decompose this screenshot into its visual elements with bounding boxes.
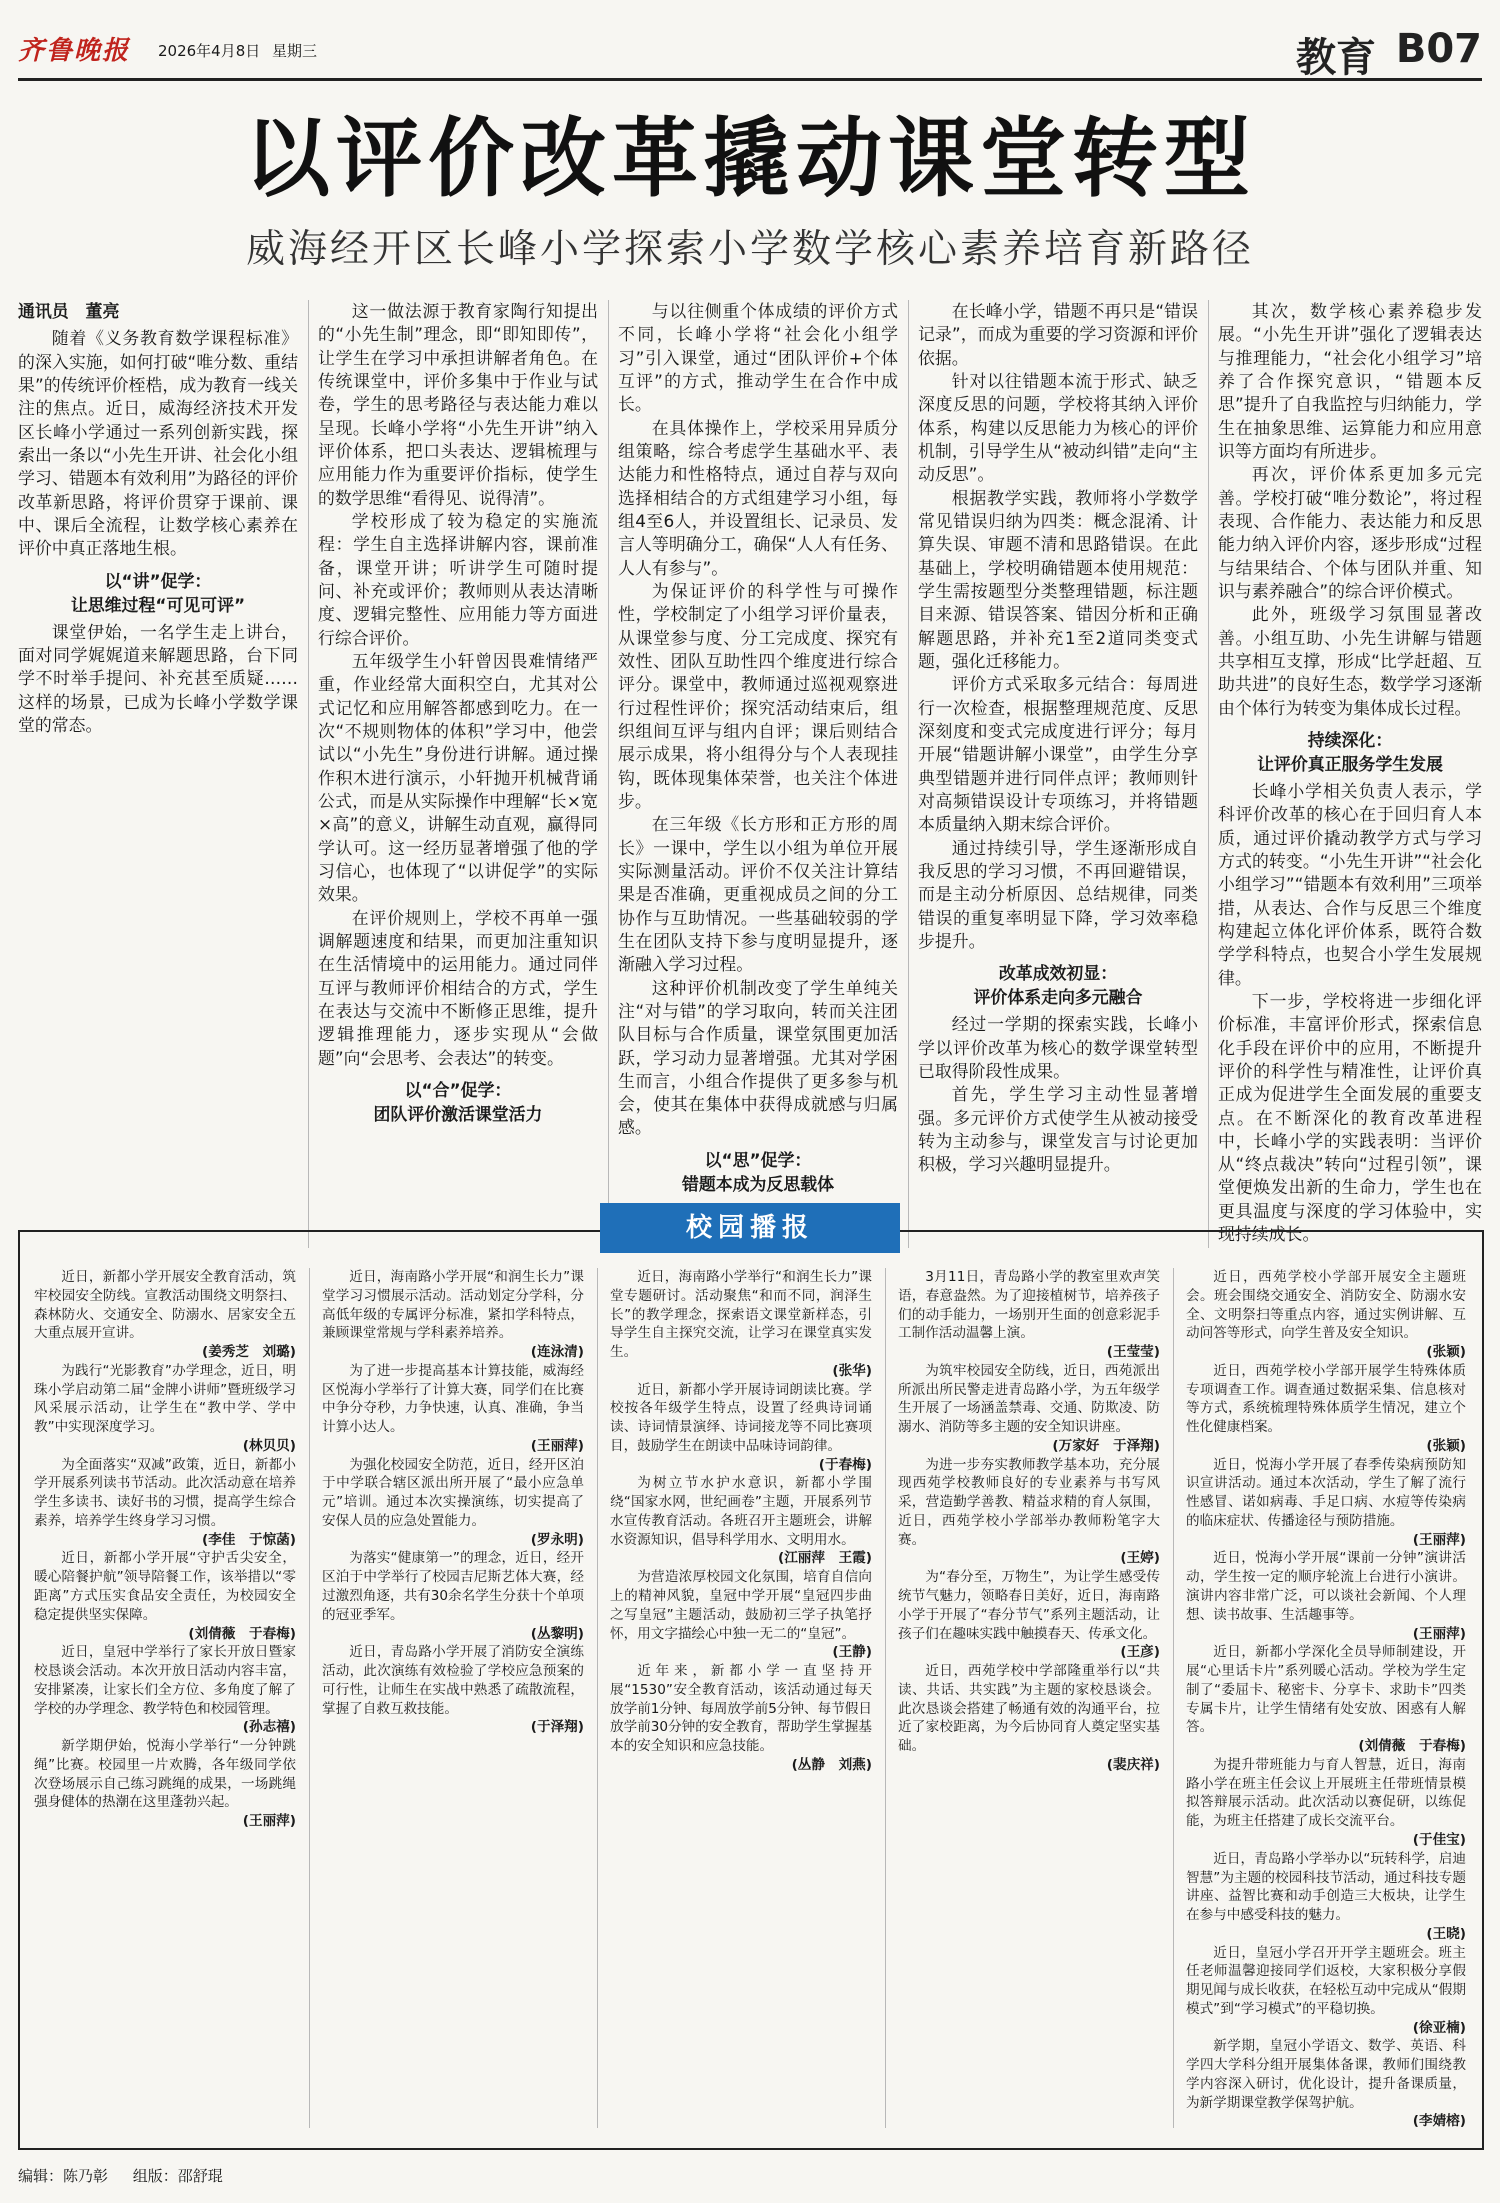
article-paragraph: 这一做法源于教育家陶行知提出的“小先生制”理念，即“即知即传”，让学生在学习中承担讲解者角色。在传统课堂中，评价多集中于作业与试卷，学生的思考路径与表达能力难以呈现。长峰小学将“小先生开讲”纳入评价体系，把口头表达、逻辑梳理与应用能力作为重要评价指标，使学生的数学思维“看得见、说得清”。 (318, 301, 598, 508)
campus-news-author: (王丽萍) (1412, 1531, 1466, 1548)
subheading-line-2: 让评价真正服务学生发展 (1257, 753, 1443, 774)
campus-news-text: 为营造浓厚校园文化氛围，培育自信向上的精神风貌，皇冠中学开展“皇冠四步曲之写皇冠”主题活动，鼓励初三学子执笔抒怀，用文字描绘心中独一无二的“皇冠”。 (610, 1569, 872, 1642)
campus-news-author: (李婧榕) (1412, 2113, 1466, 2130)
campus-column-5 (1186, 1268, 1466, 2131)
campus-news-text: 近日，悦海小学开展“课前一分钟”演讲活动，学生按一定的顺序轮流上台进行小演讲。演讲内容非常广泛，可以谈社会新闻、个人理想、读书故事、生活趣事等。 (1186, 1550, 1466, 1623)
campus-news-text: 近日，新都小学开展安全教育活动，筑牢校园安全防线。宣教活动围绕文明祭扫、森林防火、交通安全、防溺水、居家安全五大重点展开宣讲。 (34, 1269, 296, 1342)
column-divider (885, 1268, 886, 2128)
campus-news-text: 近日，西苑学校小学部开展学生特殊体质专项调查工作。调查通过数据采集、信息核对等方式，系统梳理特殊体质学生情况，建立个性化健康档案。 (1186, 1362, 1466, 1436)
campus-news-author: (王丽萍) (1412, 1625, 1466, 1642)
article-paragraph: 长峰小学相关负责人表示，学科评价改革的核心在于回归育人本质，通过评价撬动教学方式与学习方式的转变。“小先生开讲”“社会化小组学习”“错题本有效利用”三项举措，从表达、合作与反思三个维度构建起立体化评价体系，既符合数学学科特点，也契合小学生发展规律。 (1218, 780, 1482, 988)
layout-credit: 组版：邵舒琨 (132, 2167, 223, 2185)
campus-news-item (34, 1268, 296, 1362)
campus-news-author: (丛黎明) (530, 1625, 584, 1642)
campus-news-text: 近日，新都小学开展“守护舌尖安全，暖心陪餐护航”领导陪餐工作，该举措以“零距离”方式压实食品安全责任，为校园安全稳定提供坚实保障。 (34, 1550, 296, 1623)
campus-news-text: 近日，海南路小学举行“和润生长力”课堂专题研讨。活动聚焦“和而不同，润泽生长”的教学理念，探索语文课堂新样态，引导学生自主探究交流，让学习在课堂真实发生。 (610, 1269, 872, 1361)
article-paragraph: 首先，学生学习主动性显著增强。多元评价方式使学生从被动接受转为主动参与，课堂发言与讨论更加积极，学习兴趣明显提升。 (918, 1084, 1198, 1175)
campus-news-text: 为践行“光影教育”办学理念，近日，明珠小学启动第二届“金牌小讲师”暨班级学习风采展示活动，让学生在“教中学、学中教”中实现深度学习。 (34, 1362, 296, 1436)
article-column-5 (1218, 300, 1482, 1246)
masthead-rule (18, 78, 1482, 81)
campus-column-1 (34, 1268, 296, 1831)
campus-news-author: (裴庆祥) (1106, 1756, 1160, 1773)
campus-news-text: 为树立节水护水意识，新都小学围绕“国家水网，世纪画卷”主题，开展系列节水宣传教育活动。各班召开主题班会，讲解水资源知识，倡导科学用水、文明用水。 (610, 1475, 872, 1548)
article-paragraph: 这种评价机制改变了学生单纯关注“对与错”的学习取向，转而关注团队目标与合作质量，课堂氛围更加活跃，学习动力显著增强。尤其对学困生而言，小组合作提供了更多参与机会，使其在集体中获得成就感与归属感。 (618, 977, 898, 1138)
campus-news-author: (王静) (832, 1644, 872, 1661)
campus-news-item (322, 1268, 584, 1362)
campus-news-text: 近日，新都小学开展诗词朗读比赛。学校按各年级学生特点，设置了经典诗词诵读、诗词情景演绎、诗词接龙等不同比赛项目，鼓励学生在朗读中品味诗词韵律。 (610, 1381, 872, 1454)
newspaper-logo: 齐鲁晚报 (18, 36, 131, 66)
campus-news-author: (罗永明) (530, 1531, 584, 1548)
campus-news-text: 近日，新都小学深化全员导师制建设，开展“心里话卡片”系列暖心活动。学校为学生定制了“委屈卡、秘密卡、分享卡、求助卡”四类专属卡片，让学生情绪有处安放、困惑有人解答。 (1186, 1644, 1466, 1736)
campus-news-item (1186, 1756, 1466, 1850)
campus-news-item (898, 1456, 1160, 1569)
article-paragraph: 其次，数学核心素养稳步发展。“小先生开讲”强化了逻辑表达与推理能力，“社会化小组学习”培养了合作探究意识，“错题本反思”提升了自我监控与归纳能力，学生在抽象思维、运算能力和应用意识等方面均有所进步。 (1218, 301, 1482, 461)
page-footer (18, 2165, 243, 2186)
campus-news-author: (万家好 于泽翔) (1052, 1437, 1160, 1454)
subheading-line-1: 以“思”促学： (704, 1149, 812, 1170)
campus-news-item (898, 1568, 1160, 1662)
campus-news-item (1186, 1456, 1466, 1550)
section-name: 教育 (1296, 35, 1376, 81)
campus-news-author: (徐亚楠) (1412, 2019, 1466, 2036)
campus-news-item (1186, 1362, 1466, 1456)
campus-news-author: (姜秀芝 刘璐) (202, 1344, 296, 1361)
main-headline: 以评价改革撬动课堂转型 (244, 108, 1256, 209)
article-column-2 (318, 300, 598, 1130)
campus-news-author: (孙志禧) (242, 1719, 296, 1736)
article-paragraph: 在长峰小学，错题不再只是“错误记录”，而成为重要的学习资源和评价依据。 (918, 301, 1198, 368)
article-paragraph: 下一步，学校将进一步细化评价标准，丰富评价形式，探索信息化手段在评价中的应用，不断提升评价的科学性与精准性，让评价真正成为促进学生全面发展的重要支点。在不断深化的教育改革进程中，长峰小学的实践表明：当评价从“终点裁决”转向“过程引领”，课堂便焕发出新的生命力，学生也在更具温度与深度的学习体验中，实现持续成长。 (1218, 990, 1482, 1245)
article-column-3 (618, 300, 898, 1200)
campus-news-author: (王晓) (1426, 1925, 1466, 1942)
campus-news-author: (张颖) (1426, 1437, 1466, 1454)
campus-news-text: 近日，青岛路小学开展了消防安全演练活动，此次演练有效检验了学校应急预案的可行性，让师生在实战中熟悉了疏散流程，掌握了自救互救技能。 (322, 1644, 584, 1717)
article-subheading (918, 961, 1198, 1009)
campus-news-author: (王彦) (1120, 1644, 1160, 1661)
campus-news-author: (王丽萍) (530, 1437, 584, 1454)
issue-date: 2026年4月8日 (158, 42, 261, 60)
article-paragraph: 针对以往错题本流于形式、缺乏深度反思的问题，学校将其纳入评价体系，构建以反思能力为核心的评价机制，引导学生从“被动纠错”走向“主动反思”。 (918, 370, 1198, 485)
article-paragraph: 经过一学期的探索实践，长峰小学以评价改革为核心的数学课堂转型已取得阶段性成果。 (918, 1014, 1198, 1081)
campus-news-author: (张颖) (1426, 1344, 1466, 1361)
campus-news-item (1186, 1268, 1466, 1362)
campus-news-item (322, 1456, 584, 1550)
campus-news-item (610, 1381, 872, 1475)
subheading-line-2: 团队评价激活课堂活力 (373, 1103, 543, 1124)
article-byline: 通讯员 董亮 (18, 301, 120, 321)
article-paragraph: 随着《义务教育数学课程标准》的深入实施，如何打破“唯分数、重结果”的传统评价桎梏，成为教育一线关注的焦点。近日，威海经济技术开发区长峰小学通过一系列创新实践，探索出一条以“小先生开讲、社会化小组学习、错题本有效利用”为路径的评价改革新思路，将评价贯穿于课前、课中、课后全流程，让数学核心素养在评价中真正落地生根。 (18, 328, 298, 559)
campus-column-3 (610, 1268, 872, 1775)
subheading-line-1: 改革成效初显： (998, 963, 1118, 984)
campus-news-author: (王婷) (1120, 1550, 1160, 1567)
campus-news-text: 近日，皇冠中学举行了家长开放日暨家校恳谈会活动。本次开放日活动内容丰富，安排紧凑，让家长们全方位、多角度了解了学校的办学理念、教学特色和校园管理。 (34, 1644, 296, 1717)
article-paragraph: 评价方式采取多元结合：每周进行一次检查，根据整理规范度、反思深刻度和变式完成度进行评分；每月开展“错题讲解小课堂”，由学生分享典型错题并进行同伴点评；教师则针对高频错误设计专项练习，并将错题本质量纳入期末综合评价。 (918, 674, 1198, 835)
article-paragraph: 五年级学生小轩曾因畏难情绪严重，作业经常大面积空白，尤其对公式记忆和应用解答都感到吃力。在一次“不规则物体的体积”学习中，他尝试以“小先生”身份进行讲解。通过操作积木进行演示，小轩抛开机械背诵公式，而是从实际操作中理解“长×宽×高”的意义，讲解生动直观，赢得同学认可。这一经历显著增强了他的学习信心，也体现了“以讲促学”的实际效果。 (318, 650, 598, 905)
article-paragraph: 课堂伊始，一名学生走上讲台，面对同学娓娓道来解题思路，台下同学不时举手提问、补充甚至质疑……这样的场景，已成为长峰小学数学课堂的常态。 (18, 621, 298, 735)
campus-news-item (1186, 1643, 1466, 1756)
subheading-line-2: 让思维过程“可见可评” (70, 594, 246, 615)
campus-column-2 (322, 1268, 584, 1737)
campus-news-text: 为提升带班能力与育人智慧，近日，海南路小学在班主任会议上开展班主任带班情景模拟答辩展示活动。此次活动以赛促研，以练促能，为班主任搭建了成长交流平台。 (1186, 1756, 1466, 1830)
campus-news-text: 近日，西苑学校小学部开展安全主题班会。班会围绕交通安全、消防安全、防溺水安全、文明祭扫等重点内容，通过实例讲解、互动问答等形式，向学生普及安全知识。 (1186, 1269, 1466, 1342)
campus-news-item (1186, 1944, 1466, 2038)
campus-column-4 (898, 1268, 1160, 1775)
campus-news-author: (林贝贝) (242, 1437, 296, 1454)
campus-news-item (610, 1662, 872, 1775)
campus-news-item (1186, 1850, 1466, 1944)
campus-news-text: 近日，悦海小学开展了春季传染病预防知识宣讲活动。通过本次活动，学生了解了流行性感冒、诺如病毒、手足口病、水痘等传染病的临床症状、传播途径与预防措施。 (1186, 1456, 1466, 1529)
campus-news-text: 3月11日，青岛路小学的教室里欢声笑语，春意盎然。为了迎接植树节，培养孩子们的动手能力，一场别开生面的创意彩泥手工制作活动温馨上演。 (898, 1269, 1160, 1342)
campus-news-text: 为全面落实“双减”政策，近日，新都小学开展系列读书节活动。此次活动意在培养学生多读书、读好书的习惯，提高学生综合素养，培养学生终身学习习惯。 (34, 1456, 296, 1529)
campus-news-author: (于春梅) (818, 1456, 872, 1473)
campus-news-text: 为“春分至，万物生”，为让学生感受传统节气魅力，领略春日美好，近日，海南路小学于开展了“春分节气”系列主题活动，让孩子们在趣味实践中触摸春天、传承文化。 (898, 1569, 1160, 1642)
campus-news-item (610, 1268, 872, 1381)
campus-news-item (1186, 2037, 1466, 2131)
campus-news-text: 近年来，新都小学一直坚持开展“1530”安全教育活动，该活动通过每天放学前1分钟、每周放学前5分钟、每节假日放学前30分钟的安全教育，帮助学生掌握基本的安全知识和应急技能。 (610, 1663, 872, 1755)
campus-news-item (610, 1474, 872, 1568)
column-divider (309, 1268, 310, 2128)
editor-credit: 编辑：陈乃彰 (18, 2167, 109, 2185)
column-divider (908, 300, 909, 1248)
masthead (18, 26, 1482, 81)
issue-weekday: 星期三 (272, 42, 318, 60)
article-column-4 (918, 300, 1198, 1176)
campus-news-text: 为强化校园安全防范，近日，经开区泊于中学联合辖区派出所开展了“最小应急单元”培训。通过本次实操演练，切实提高了安保人员的应急处置能力。 (322, 1456, 584, 1529)
article-paragraph: 为保证评价的科学性与可操作性，学校制定了小组学习评价量表，从课堂参与度、分工完成度、探究有效性、团队互助性四个维度进行综合评分。课堂中，教师通过巡视观察进行过程性评价；探究活动结束后，组织组间互评与组内自评；课后则结合展示成果，将小组得分与个人表现挂钩，既体现集体荣誉，也关注个体进步。 (618, 580, 898, 811)
column-divider (308, 300, 309, 1248)
campus-news-text: 近日，海南路小学开展“和润生长力”课堂学习习惯展示活动。活动划定分学科，分高低年级的专属评分标准，紧扣学科特点，兼顾课堂常规与学科素养培养。 (322, 1269, 584, 1342)
main-subheadline: 威海经开区长峰小学探索小学数学核心素养培育新路径 (245, 227, 1254, 272)
campus-news-item (34, 1737, 296, 1831)
campus-news-author: (王莹莹) (1106, 1344, 1160, 1361)
campus-news-item (34, 1362, 296, 1456)
campus-news-author: (江丽萍 王霞) (778, 1550, 872, 1567)
campus-news-text: 近日，西苑学校中学部隆重举行以“共读、共话、共实践”为主题的家校恳谈会。此次恳谈会搭建了畅通有效的沟通平台，拉近了家校距离，为今后协同育人奠定坚实基础。 (898, 1663, 1160, 1755)
campus-news-author: (刘倩薇 于春梅) (188, 1625, 296, 1642)
article-subheading (1218, 728, 1482, 776)
campus-news-item (610, 1568, 872, 1662)
article-subheading (618, 1148, 898, 1196)
column-divider (597, 1268, 598, 2128)
campus-news-banner: 校园播报 (600, 1203, 900, 1253)
campus-news-author: (于佳宝) (1412, 1831, 1466, 1848)
campus-news-text: 为进一步夯实教师教学基本功，充分展现西苑学校教师良好的专业素养与书写风采，营造勤学善教、精益求精的育人氛围，近日，西苑学校小学部举办教师粉笔字大赛。 (898, 1456, 1160, 1548)
article-paragraph: 在三年级《长方形和正方形的周长》一课中，学生以小组为单位开展实际测量活动。评价不仅关注计算结果是否准确，更重视成员之间的分工协作与互助情况。一些基础较弱的学生在团队支持下参与度明显提升，逐渐融入学习过程。 (618, 814, 898, 975)
campus-news-item (1186, 1549, 1466, 1643)
campus-news-author: (王丽萍) (242, 1813, 296, 1830)
subheading-line-1: 以“讲”促学： (104, 570, 212, 591)
campus-news-item (322, 1549, 584, 1643)
campus-news-text: 新学期伊始，悦海小学举行“一分钟跳绳”比赛。校园里一片欢腾，各年级同学依次登场展示自己练习跳绳的成果，一场跳绳强身健体的热潮在这里蓬勃兴起。 (34, 1738, 296, 1811)
subheading-line-2: 错题本成为反思载体 (681, 1173, 834, 1194)
campus-news-author: (李佳 于惊菡) (202, 1531, 296, 1548)
banner-rule-left (18, 1230, 600, 1232)
campus-news-text: 新学期，皇冠小学语文、数学、英语、科学四大学科分组开展集体备课，教师们围绕教学内容深入研讨，优化设计，提升备课质量，为新学期课堂教学保驾护航。 (1186, 2038, 1466, 2111)
campus-news-author: (丛静 刘燕) (791, 1756, 872, 1773)
campus-news-item (898, 1268, 1160, 1362)
article-subheading (18, 569, 298, 617)
column-divider (1208, 300, 1209, 1248)
banner-rule-right (900, 1230, 1482, 1232)
article-paragraph: 与以往侧重个体成绩的评价方式不同，长峰小学将“社会化小组学习”引入课堂，通过“团队评价+个体互评”的方式，推动学生在合作中成长。 (618, 301, 898, 415)
article-paragraph: 在具体操作上，学校采用异质分组策略，综合考虑学生基础水平、表达能力和性格特点，通过自荐与双向选择相结合的方式组建学习小组，每组4至6人，并设置组长、记录员、发言人等明确分工，确保“人人有任务、人人有参与”。 (618, 417, 898, 578)
article-paragraph: 再次，评价体系更加多元完善。学校打破“唯分数论”，将过程表现、合作能力、表达能力和反思能力纳入评价内容，逐步形成“过程与结果结合、个体与团队并重、知识与素养融合”的综合评价模式。 (1218, 464, 1482, 601)
campus-news-item (322, 1362, 584, 1456)
article-paragraph: 学校形成了较为稳定的实施流程：学生自主选择讲解内容，课前准备，课堂开讲；听讲学生可随时提问、补充或评价；教师则从表达清晰度、逻辑完整性、应用能力等方面进行综合评价。 (318, 510, 598, 648)
campus-news-text: 近日，皇冠小学召开开学主题班会。班主任老师温馨迎接同学们返校，大家积极分享假期见闻与成长收获，在轻松互动中完成从“假期模式”到“学习模式”的平稳切换。 (1186, 1944, 1466, 2017)
campus-news-author: (于泽翔) (530, 1719, 584, 1736)
campus-news-item (898, 1362, 1160, 1456)
campus-news-author: (刘倩薇 于春梅) (1358, 1738, 1466, 1755)
campus-news-text: 为筑牢校园安全防线，近日，西苑派出所派出所民警走进青岛路小学，为五年级学生开展了一场涵盖禁毒、交通、防欺凌、防溺水、消防等多主题的安全知识讲座。 (898, 1362, 1160, 1436)
campus-news-item (898, 1662, 1160, 1775)
column-divider (1173, 1268, 1174, 2128)
campus-news-item (34, 1456, 296, 1550)
page-number: B07 (1395, 26, 1482, 72)
subheading-line-1: 以“合”促学： (404, 1079, 512, 1100)
article-column-1 (18, 300, 298, 735)
campus-news-item (34, 1549, 296, 1643)
subheading-line-2: 评价体系走向多元融合 (973, 987, 1143, 1008)
campus-news-text: 近日，青岛路小学举办以“玩转科学，启迪智慧”为主题的校园科技节活动，通过科技专题讲座、益智比赛和动手创造三大板块，让学生在参与中感受科技的魅力。 (1186, 1850, 1466, 1924)
campus-news-author: (连泳清) (530, 1344, 584, 1361)
article-paragraph: 根据教学实践，教师将小学数学常见错误归纳为四类：概念混淆、计算失误、审题不清和思路错误。在此基础上，学校明确错题本使用规范：学生需按题型分类整理错题，标注题目来源、错误答案、错因分析和正确解题思路，并补充1至2道同类变式题，强化迁移能力。 (918, 487, 1198, 671)
article-paragraph: 在评价规则上，学校不再单一强调解题速度和结果，而更加注重知识在生活情境中的运用能力。通过同伴互评与教师评价相结合的方式，学生在表达与交流中不断修正思维，提升逻辑推理能力，逐步实现从“会做题”向“会思考、会表达”的转变。 (318, 907, 598, 1068)
campus-news-text: 为落实“健康第一”的理念，近日，经开区泊于中学举行了校园吉尼斯艺体大赛，经过激烈角逐，共有30余名学生分获十个单项的冠亚季军。 (322, 1550, 584, 1623)
campus-news-text: 为了进一步提高基本计算技能，威海经区悦海小学举行了计算大赛，同学们在比赛中争分夺秒，力争快速，认真、准确，争当计算小达人。 (322, 1362, 584, 1436)
campus-news-author: (张华) (832, 1362, 872, 1379)
article-subheading (318, 1078, 598, 1126)
campus-news-item (34, 1643, 296, 1737)
column-divider (608, 300, 609, 1248)
subheading-line-1: 持续深化： (1307, 729, 1393, 750)
article-paragraph: 通过持续引导，学生逐渐形成自我反思的学习习惯，不再回避错误，而是主动分析原因、总结规律，同类错误的重复率明显下降，学习效率稳步提升。 (918, 837, 1198, 951)
article-paragraph: 此外，班级学习氛围显著改善。小组互助、小先生讲解与错题共享相互支撑，形成“比学赶超、互助共进”的良好生态，数学学习逐渐由个体行为转变为集体成长过程。 (1218, 604, 1482, 718)
campus-news-item (322, 1643, 584, 1737)
